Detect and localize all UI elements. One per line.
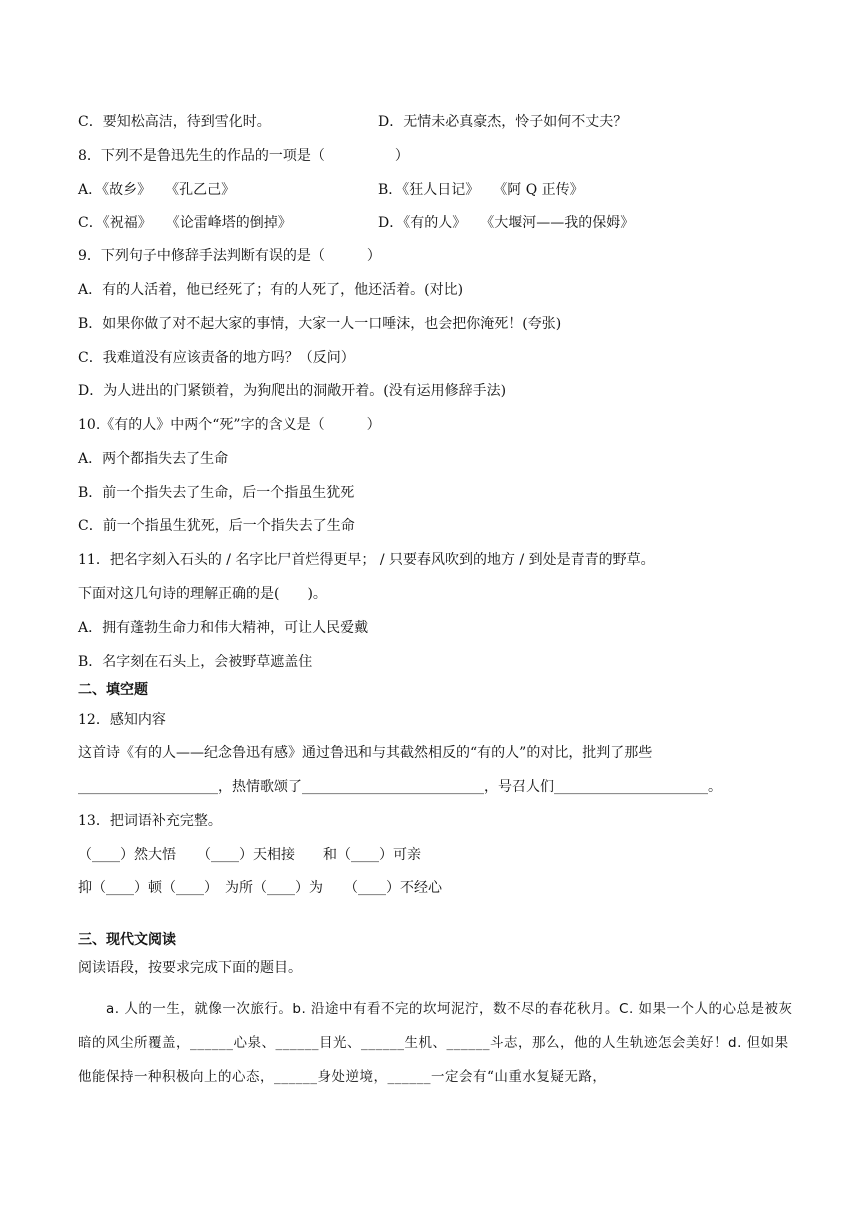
q7-option-d: D．无情未必真豪杰，怜子如何不丈夫？ [378,114,628,130]
sentence-marker-c: C. [619,1001,634,1017]
sentence-b: 沿途中有看不完的坎坷泥泞，数不尽的春花秋月。 [306,1001,620,1017]
q10-option-c: C．前一个指虽生犹死，后一个指失去了生命 [78,518,355,534]
q13-row1: （____）然大悟 （____）天相接 和（____）可亲 [78,847,421,863]
section-3-heading: 三、现代文阅读 [78,932,176,948]
q8-option-b: B．《狂人日记》 《阿 Q 正传》 [378,182,584,198]
sentence-marker-b: b. [292,1001,307,1017]
q8-option-d: D．《有的人》 《大堰河——我的保姆》 [378,215,635,231]
q8-option-a: A．《故乡》 《孔乙己》 [78,182,236,198]
q11-stem: 11．把名字刻入石头的 / 名字比尸首烂得更早； / 只要春风吹到的地方 / 到处是青青的野草。 [78,552,655,568]
q10-option-a: A．两个都指失去了生命 [78,451,229,467]
q8-option-c: C．《祝福》 《论雷峰塔的倒掉》 [78,215,292,231]
sentence-c: 如果一个人的心总是被灰暗的风尘所覆盖，______心泉、______目光、______生机、______斗志，那么，他的人生轨迹怎会美好！ [78,1001,793,1051]
q11-option-a: A．拥有蓬勃生命力和伟大精神，可让人民爱戴 [78,620,369,636]
q9-option-a: A．有的人活着，他已经死了；有的人死了，他还活着。(对比) [78,282,464,298]
section-2-heading: 二、填空题 [78,682,148,698]
sentence-d: 但如果他能保持一种积极向上的心态，______身处逆境，______一定会有“山重水复疑无路， [78,1035,789,1085]
q7-option-c: C．要知松高洁，待到雪化时。 [78,114,271,130]
reading-instruction: 阅读语段，按要求完成下面的题目。 [78,960,302,976]
q10-option-b: B．前一个指失去了生命，后一个指虽生犹死 [78,485,355,501]
sentence-marker-d: d. [728,1035,742,1051]
sentence-marker-a: a. [106,1001,120,1017]
q9-stem: 9．下列句子中修辞手法判断有误的是（ ） [78,248,381,264]
q12-text-line2: ____________________，热情歌颂了__________________________，号召人们______________________。 [78,779,722,795]
q9-option-d: D．为人进出的门紧锁着，为狗爬出的洞敞开着。(没有运用修辞手法) [78,383,507,399]
q8-stem: 8．下列不是鲁迅先生的作品的一项是（ ） [78,148,409,164]
sentence-a: 人的一生，就像一次旅行。 [119,1001,293,1017]
q10-stem: 10.《有的人》中两个“死”字的含义是（ ） [78,417,381,433]
q9-option-b: B．如果你做了对不起大家的事情，大家一人一口唾沫，也会把你淹死！(夸张) [78,316,562,332]
reading-passage [78,992,794,1094]
q12-text-line1: 这首诗《有的人——纪念鲁迅有感》通过鲁迅和与其截然相反的“有的人”的对比，批判了那些 [78,745,653,761]
q13-stem: 13．把词语补充完整。 [78,813,222,829]
q13-row2: 抑（____）顿（____） 为所（____）为 （____）不经心 [78,880,442,896]
q11-subquestion: 下面对这几句诗的理解正确的是( )。 [78,586,327,602]
q11-option-b: B．名字刻在石头上，会被野草遮盖住 [78,654,313,670]
q9-option-c: C．我难道没有应该责备的地方吗？（反问） [78,350,355,366]
q12-stem: 12．感知内容 [78,712,166,728]
